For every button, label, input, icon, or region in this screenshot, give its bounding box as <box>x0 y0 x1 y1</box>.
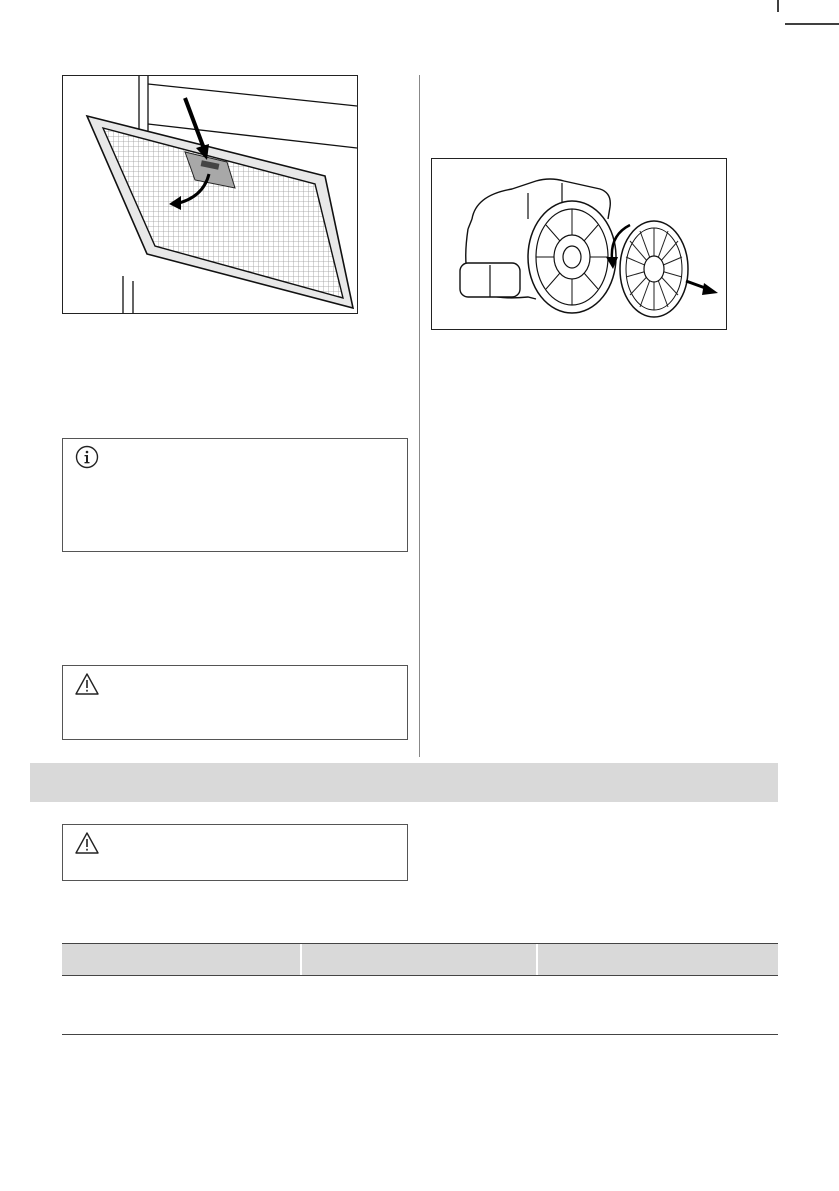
table-header-cell <box>546 944 766 975</box>
filter-latch-illustration <box>63 76 357 313</box>
motor-carbon-filter-illustration <box>432 159 726 329</box>
warning-notice <box>62 665 408 740</box>
table-cell <box>310 976 530 1034</box>
column-separator <box>536 944 538 975</box>
section-heading-band <box>30 763 778 802</box>
table-header <box>62 943 778 976</box>
table-row <box>62 976 778 1034</box>
data-table <box>62 943 778 1037</box>
column-separator <box>300 944 302 975</box>
grease-filter-figure <box>62 75 358 314</box>
info-notice <box>62 438 408 552</box>
crop-marks <box>760 0 839 60</box>
table-cell <box>70 976 290 1034</box>
warning-triangle-icon <box>75 672 99 696</box>
warning-notice-2 <box>62 824 408 881</box>
carbon-filter-figure <box>431 158 727 330</box>
table-header-cell <box>70 944 290 975</box>
info-icon <box>75 445 99 469</box>
warning-triangle-icon <box>75 831 99 855</box>
table-cell <box>546 976 766 1034</box>
table-header-cell <box>310 944 530 975</box>
column-divider <box>419 75 420 757</box>
table-bottom-rule <box>62 1034 778 1035</box>
